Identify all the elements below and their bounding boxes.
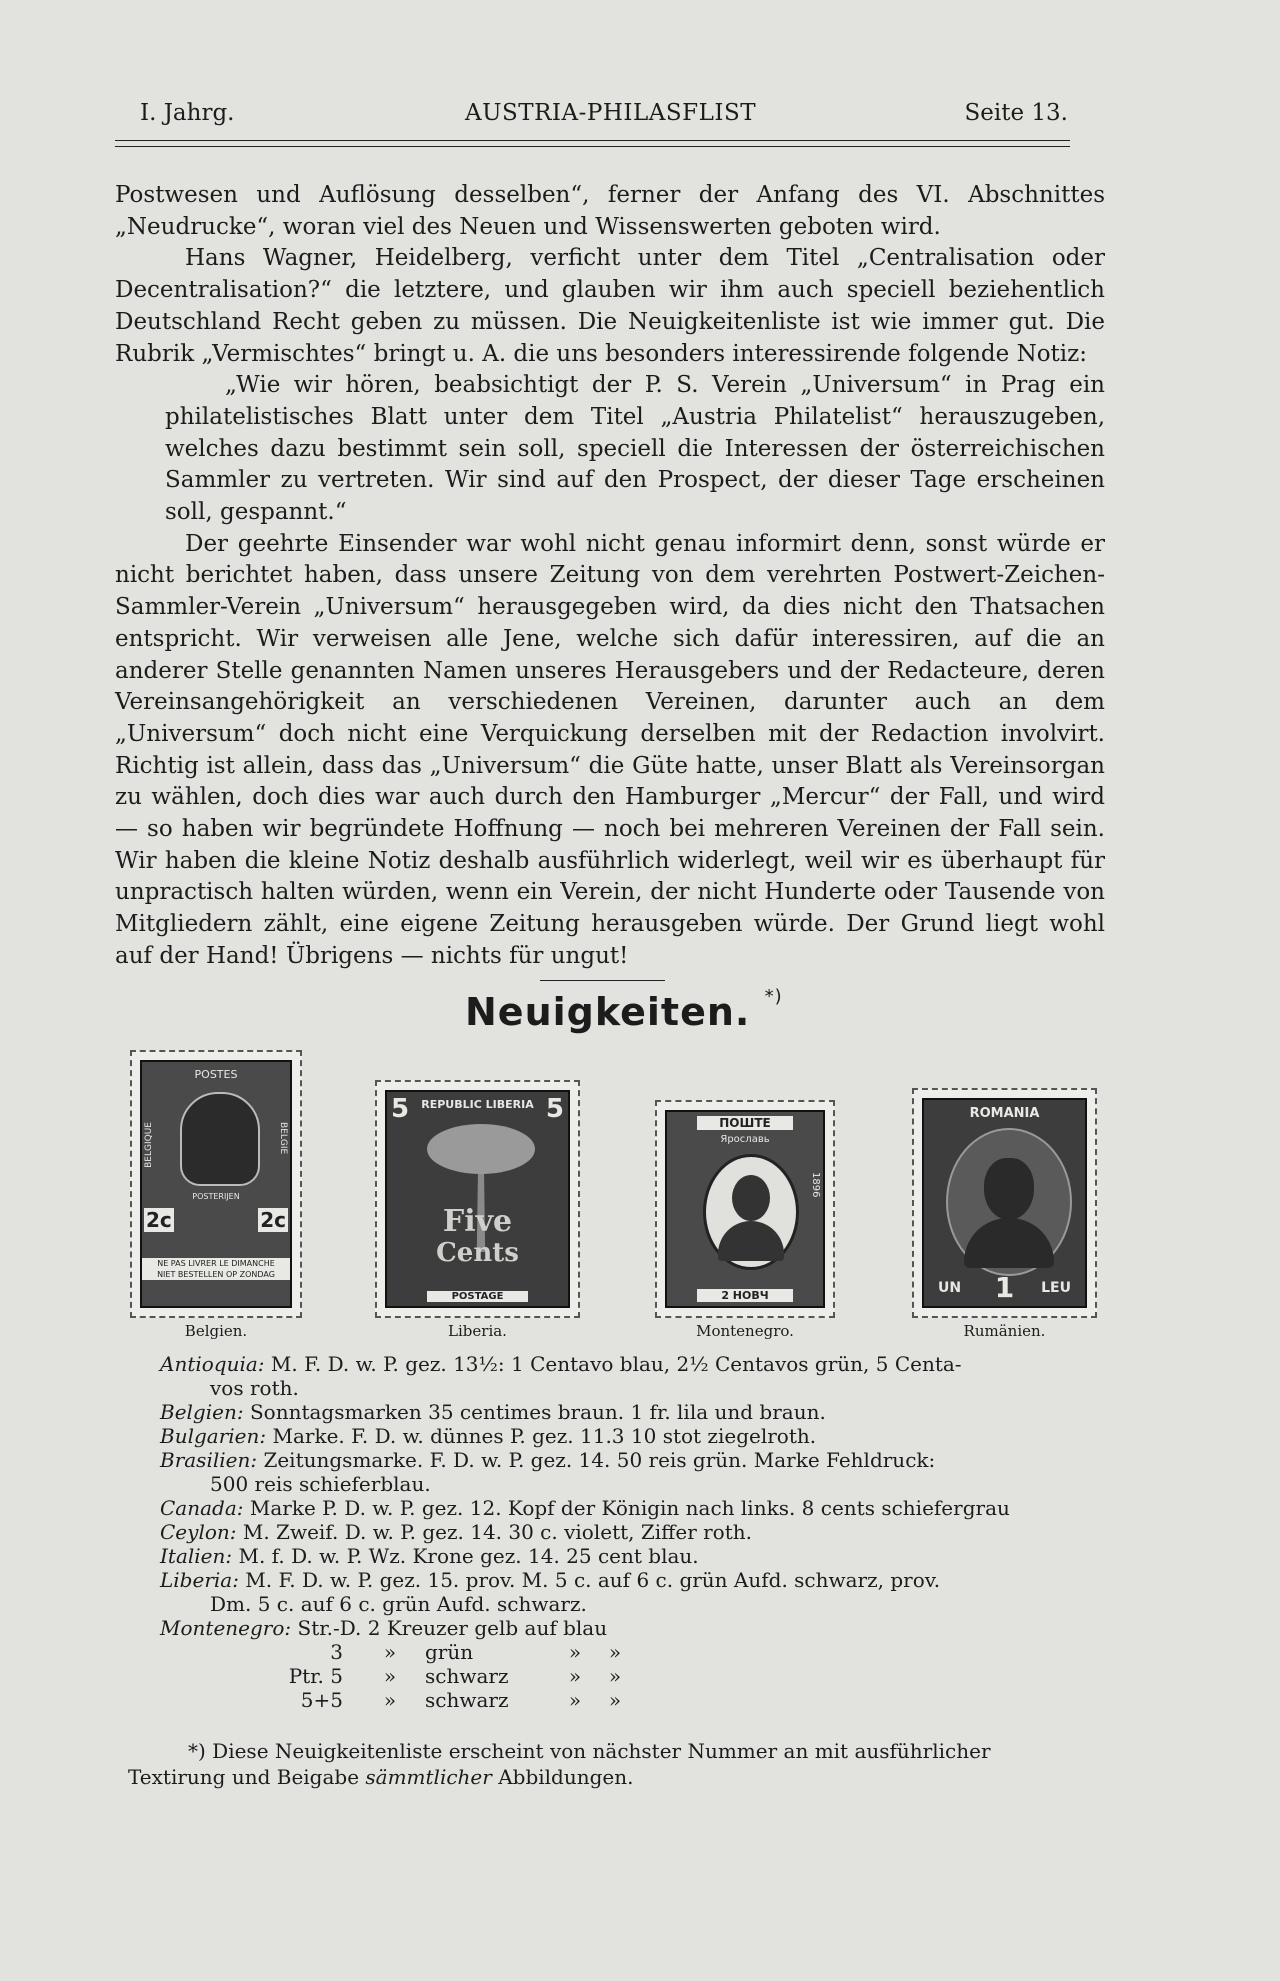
entry-text: Str.-D. 2 Kreuzer gelb auf blau [297,1616,608,1640]
row-prefix-text: Ptr. [288,1664,324,1688]
montenegro-subtable [160,1640,1120,1712]
row-value: 5+5 [300,1688,343,1712]
list-item [160,1400,1120,1424]
list-item [160,1448,1120,1472]
entry-text: M. F. D. w. P. gez. 15. prov. M. 5 c. auf 6 c. grün Aufd. schwarz, prov. [245,1568,941,1592]
stamp-text: LEU [1041,1280,1071,1296]
ditto-mark: » [608,1688,622,1712]
entry-text: M. f. D. w. P. Wz. Krone gez. 14. 25 cent blau. [238,1544,699,1568]
portrait-shoulders-icon [718,1221,784,1261]
header-rule-bottom [115,146,1070,147]
header-rule-top [115,140,1070,141]
stamp-value: 1 [994,1271,1015,1304]
stamp-text: UN [938,1280,962,1296]
king-portrait-icon [984,1158,1034,1220]
entry-text: M. Zweif. D. w. P. gez. 14. 30 c. violett, Ziffer roth. [242,1520,752,1544]
row-color: grün [425,1640,474,1664]
entry-text: Sonntagsmarken 35 centimes braun. 1 fr. lila und braun. [249,1400,826,1424]
stamp-figure-montenegro [655,1100,835,1340]
overprint-text: Cents [436,1238,519,1268]
section-heading [465,986,865,1034]
new-issues-list [160,1352,1120,1712]
portrait-icon [732,1175,770,1221]
stamp-text: POSTES [194,1068,238,1081]
stamp-text: Ярославь [720,1134,770,1145]
ditto-mark: » [568,1664,582,1688]
footnote-text: Textirung und Beigabe [128,1765,360,1789]
stamp-value: 5 [391,1094,410,1124]
stamp-value: 2 НОВЧ [697,1289,793,1302]
list-item [160,1496,1120,1520]
country-name: Brasilien: [160,1448,258,1472]
stamp-caption: Rumänien. [963,1322,1046,1340]
section-divider [540,980,665,981]
entry-text: Marke P. D. w. P. gez. 12. Kopf der Königin nach links. 8 cents schiefergrau [249,1496,1010,1520]
overprint-text: Five [442,1204,513,1239]
ditto-mark: » [383,1664,397,1688]
stamp-image-belgien [130,1050,302,1318]
row-prefix [160,1640,355,1664]
article-body [115,180,1105,973]
footnote-emphasis: sämmtlicher [365,1765,492,1789]
country-name: Montenegro: [160,1616,292,1640]
stamp-value: 2c [146,1208,172,1232]
subtable-row [160,1640,1120,1664]
stamp-caption: Belgien. [184,1322,248,1340]
portrait-shoulders-icon [964,1218,1054,1268]
stamp-text: REPUBLIC LIBERIA [421,1098,534,1111]
country-name: Ceylon: [160,1520,237,1544]
stamp-text: 1896 [810,1172,821,1198]
ditto-mark: » [608,1664,622,1688]
list-item [160,1424,1120,1448]
stamp-text: ПОШТЕ [697,1116,793,1130]
subtable-row [160,1664,1120,1688]
paragraph: Der geehrte Einsender war wohl nicht genau informirt denn, sonst würde er nicht berichtet haben, dass unsere Zeitung von dem verehrten Postwert-Zeichen-Sammler-Verein „Universum“ herausgegeben wird, da dies nicht den Thatsachen entspricht. Wir verweisen alle Jene, welche sich dafür interessiren, auf die an anderer Stelle genannten Namen unseres Herausgebers und der Redacteure, deren Vereinsangehörigkeit an verschiedenen Vereinen, darunter auch an dem „Universum“ doch nicht eine Verquickung derselben mit der Redaction involvirt. Richtig ist allein, dass das „Universum“ die Güte hatte, unser Blatt als Vereinsorgan zu wählen, doch dies war auch durch den Hamburger „Mercur“ der Fall, und wird — so haben wir begründete Hoffnung — noch bei mehreren Vereinen der Fall sein. Wir haben die kleine Notiz deshalb ausführlich widerlegt, weil wir es überhaupt für unpractisch halten würden, wenn ein Verein, der nicht Hunderte oder Tausende von Mitgliedern zählt, eine eigene Zeitung herausgeben würde. Der Grund liegt wohl auf der Hand! Übrigens — nichts für ungut! [115,530,1105,969]
stamp-text: NIET BESTELLEN OP ZONDAG [157,1270,275,1279]
stamp-value: 2c [260,1208,286,1232]
section-title-text: Neuigkeiten. [465,990,751,1034]
volume-label: I. Jahrg. [140,100,235,126]
list-item [160,1568,1120,1592]
row-prefix [160,1688,355,1712]
stamp-banner [142,1258,290,1280]
footnote-line: *) Diese Neuigkeitenliste erscheint von nächster Nummer an mit ausführlicher [188,1739,991,1763]
stamp-value: 5 [545,1094,564,1124]
list-item-continuation: Dm. 5 c. auf 6 c. grün Aufd. schwarz. [210,1592,587,1616]
stamp-figure-liberia [375,1080,580,1340]
footnote-text: Abbildungen. [498,1765,634,1789]
quoted-notice: „Wie wir hören, beabsichtigt der P. S. Verein „Universum“ in Prag ein philatelistisches Blatt unter dem Titel „Austria Philatelist“ herauszugeben, welches dazu bestimmt sein soll, speciell die Interessen der österreichischen Sammler zu vertreten. Wir sind auf den Prospect, der dieser Tage erscheinen soll, gespannt.“ [165,372,1105,526]
stamp-caption: Montenegro. [696,1322,794,1340]
country-name: Bulgarien: [160,1424,267,1448]
portrait-oval [703,1154,799,1270]
stamp-text: BELGIQUE [144,1122,154,1168]
list-item [160,1520,1120,1544]
row-value: 3 [330,1640,343,1664]
stamp-text: POSTERIJEN [192,1192,240,1201]
footnote-marker: *) [764,986,783,1007]
footnote-line [128,1764,1113,1790]
list-item-continuation: 500 reis schieferblau. [210,1472,431,1496]
stamp-image-montenegro [655,1100,835,1318]
stamp-text: BELGIE [278,1122,288,1155]
ditto-mark: » [568,1640,582,1664]
ditto-mark: » [568,1688,582,1712]
stamp-text: ROMANIA [969,1106,1040,1121]
stamp-image-liberia [375,1080,580,1318]
row-color: schwarz [425,1664,509,1688]
stamp-figure-belgien [130,1050,302,1340]
page-number: Seite 13. [964,100,1068,126]
footnote [128,1738,1113,1790]
row-prefix [160,1664,355,1688]
country-name: Liberia: [160,1568,239,1592]
subtable-row [160,1688,1120,1712]
ditto-mark: » [383,1640,397,1664]
list-item-continuation: vos roth. [210,1376,299,1400]
running-header [140,100,1068,134]
list-item [160,1352,1120,1376]
stamp-figure-rumanien [912,1088,1097,1340]
paragraph: Hans Wagner, Heidelberg, verficht unter dem Titel „Centralisation oder Decentralisation?“ die letztere, und glauben wir ihm auch speciell beziehentlich Deutschland Recht geben zu müssen. Die Neuigkeitenliste ist wie immer gut. Die Rubrik „Vermischtes“ bringt u. A. die uns besonders interessirende folgende Notiz: [115,245,1105,367]
stamp-image-rumanien [912,1088,1097,1318]
row-value: 5 [330,1664,343,1688]
portrait-oval [946,1128,1072,1276]
country-name: Belgien: [160,1400,244,1424]
paragraph: Postwesen und Auflösung desselben“, ferner der Anfang des VI. Abschnittes „Neudrucke“, woran viel des Neuen und Wissenswerten geboten wird. [115,182,1105,240]
entry-text: Marke. F. D. w. dünnes P. gez. 11.3 10 stot ziegelroth. [272,1424,817,1448]
stamp-caption: Liberia. [448,1322,507,1340]
entry-text: Zeitungsmarke. F. D. w. P. gez. 14. 50 reis grün. Marke Fehldruck: [263,1448,936,1472]
country-name: Canada: [160,1496,244,1520]
journal-title: AUSTRIA-PHILASFLIST [465,100,757,126]
stamp-text: POSTAGE [427,1291,528,1302]
ditto-mark: » [608,1640,622,1664]
row-color: schwarz [425,1688,509,1712]
entry-text: M. F. D. w. P. gez. 13½: 1 Centavo blau, 2½ Centavos grün, 5 Centa- [270,1352,962,1376]
list-item [160,1616,1120,1640]
stamp-text: NE PAS LIVRER LE DIMANCHE [157,1259,275,1268]
coat-of-arms-icon [180,1092,260,1186]
palm-fronds-icon [427,1124,535,1174]
list-item [160,1544,1120,1568]
country-name: Italien: [160,1544,233,1568]
ditto-mark: » [383,1688,397,1712]
country-name: Antioquia: [160,1352,265,1376]
